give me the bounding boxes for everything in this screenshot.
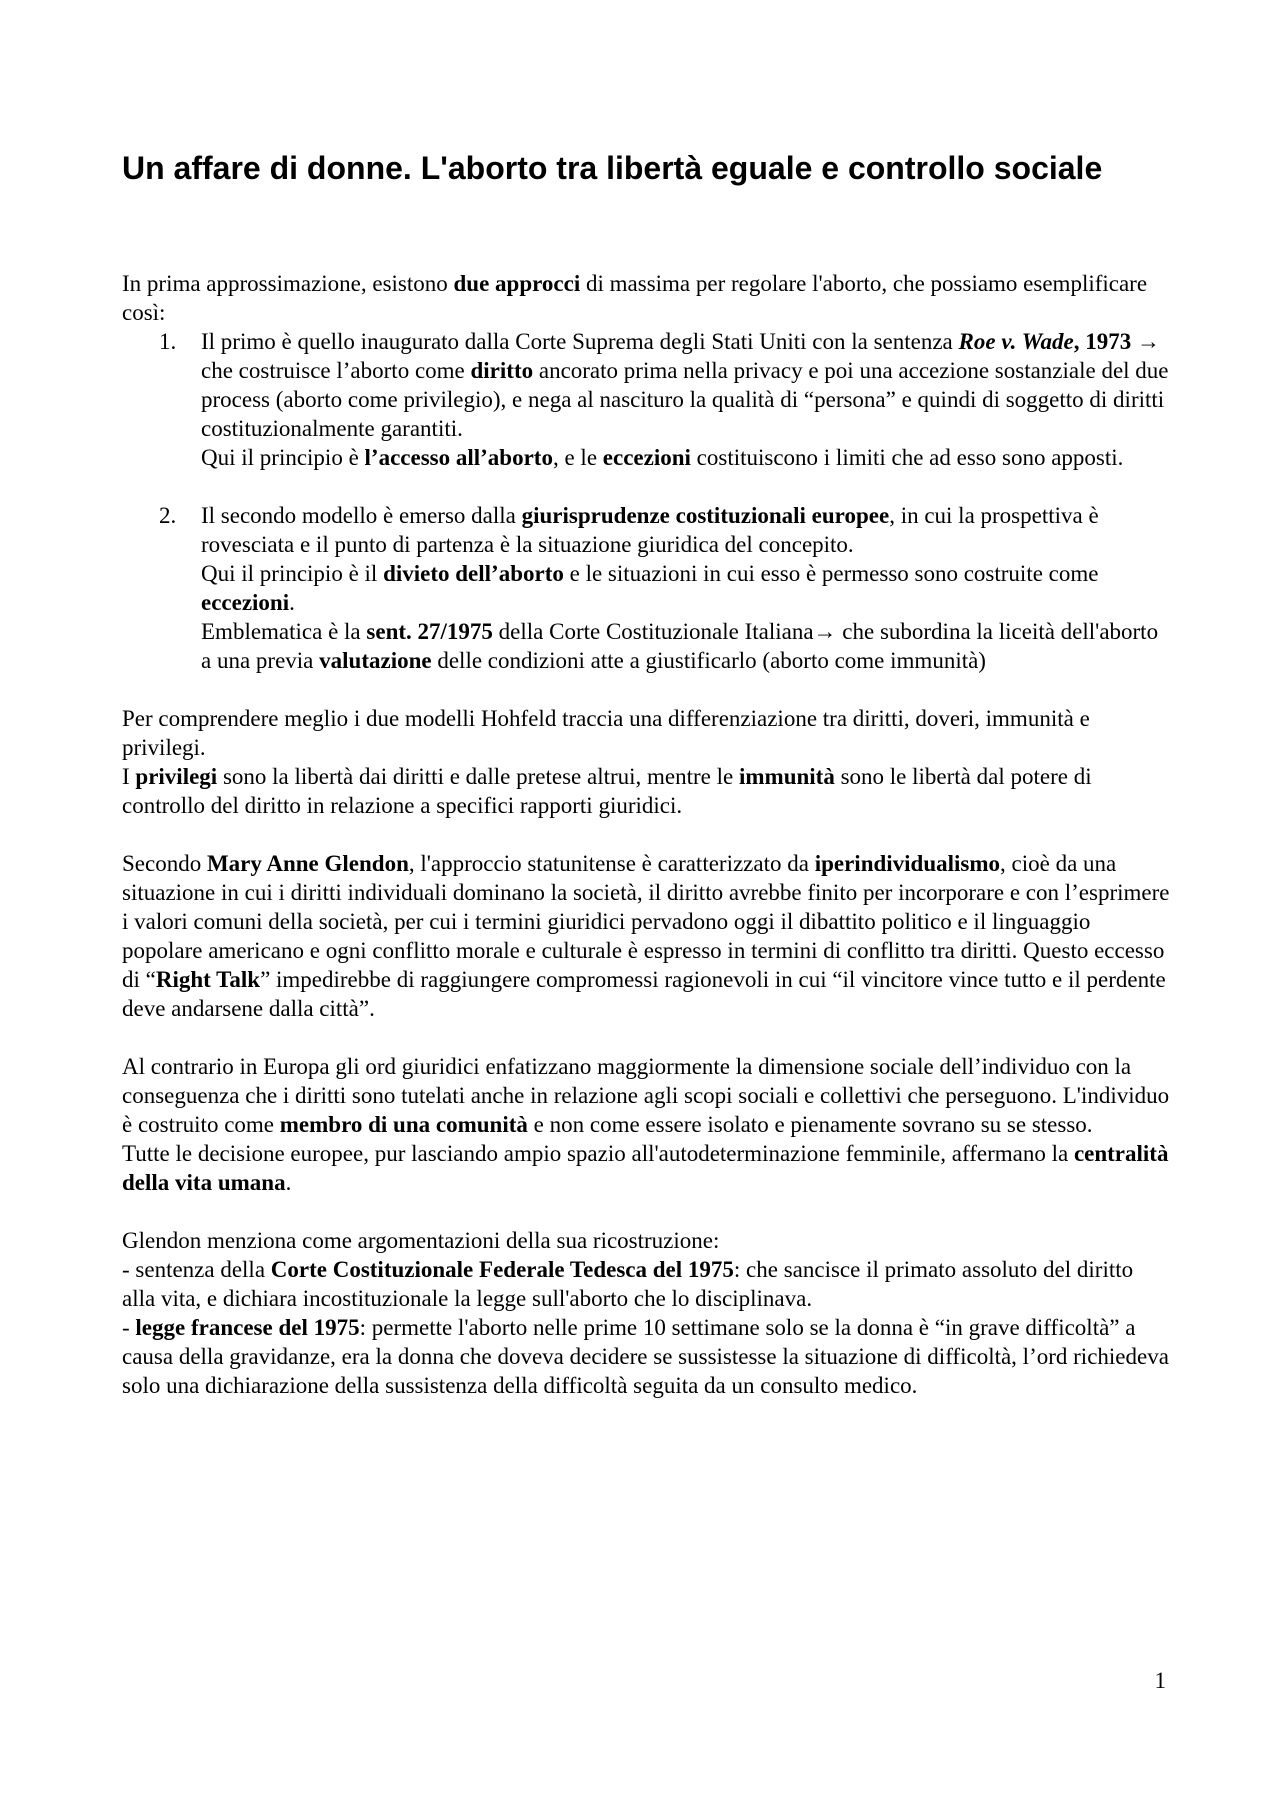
item1-text: ancorato prima nella privacy e poi una accezione sostanziale del due process (aborto come privilegio), e nega al nascituro la qualità di “persona” e quindi di soggetto di diritti costituzionalmente garantiti. [201,358,1169,441]
argomenti-text: : che sancisce il primato assoluto del diritto alla vita, e dichiara incostituzionale la legge sull'aborto che lo disciplinava. [122,1257,1134,1311]
item1-paragraph [201,327,1170,443]
list-number: 2. [159,503,177,528]
item2-bold: eccezioni [201,590,290,615]
item2-text: , in cui la prospettiva è rovesciata e il punto di partenza è la situazione giuridica del concepito. [201,503,1099,557]
item1-text: Qui il principio è [201,445,365,470]
item2-text: Il secondo modello è emerso dalla [201,503,522,528]
item1-text: costituiscono i limiti che ad esso sono apposti. [690,445,1124,470]
list-item-2 [122,501,1170,675]
argomenti-bold: Corte Costituzionale Federale Tedesca del 1975 [270,1257,734,1282]
argomenti-intro [122,1226,1170,1255]
case-year: , 1973 → [1073,329,1160,354]
spacer [122,1197,1170,1226]
item2-paragraph [201,501,1170,559]
spacer [122,1023,1170,1052]
page-title: Un affare di donne. L'aborto tra libertà eguale e controllo sociale [122,150,1103,186]
europa-bold: centralità della vita umana [122,1141,1169,1195]
glendon-bold: iperindividualismo [814,851,1001,876]
item1-principle [201,443,1170,472]
argomenti-french [122,1313,1170,1400]
intro-paragraph [122,269,1170,327]
argomenti-text: - sentenza della [122,1257,271,1282]
hohfeld-paragraph [122,704,1170,762]
item2-bold: divieto dell’aborto [383,561,564,586]
europa-text: Al contrario in Europa gli ord giuridici enfatizzano maggiormente la dimensione sociale dell’individuo con la conseguenza che i diritti sono tutelati anche in relazione agli scopi sociali e collettivi che perseguono. L'individuo è costruito come [122,1054,1170,1137]
europa-text: Tutte le decisione europee, pur lasciando ampio spazio all'autodeterminazione femminile, affermano la [122,1141,1074,1166]
europa-conclusion [122,1139,1170,1197]
europa-text: e non come essere isolato e pienamente sovrano su se stesso. [527,1112,1093,1137]
argomenti-bold: legge francese del 1975 [135,1315,360,1340]
argomenti-text: Glendon menziona come argomentazioni della sua ricostruzione: [122,1228,720,1253]
item1-text: Il primo è quello inaugurato dalla Corte Suprema degli Stati Uniti con la sentenza [201,329,959,354]
item2-text: . [289,590,295,615]
hohfeld-text: I [122,764,136,789]
page-number: 1 [1154,1668,1166,1693]
glendon-text: Secondo [122,851,207,876]
item1-bold: eccezioni [602,445,691,470]
item2-bold: giurisprudenze costituzionali europee [521,503,890,528]
item2-text: e le situazioni in cui esso è permesso sono costruite come [563,561,1099,586]
glendon-text: , cioè da una situazione in cui i diritti individuali dominano la società, il diritto avrebbe finito per incorporare e con l’esprimere i valori comuni della società, per cui i termini giuridici pervadono oggi il dibattito politico e il linguaggio popolare americano e ogni conflitto morale e culturale è espresso in termini di conflitto tra diritti. Questo eccesso di “ [122,851,1170,992]
europa-text: . [285,1170,292,1195]
item1-bold: diritto [470,358,534,383]
glendon-text: ” impedirebbe di raggiungere compromessi ragionevoli in cui “il vincitore vince tutto e il perdente deve andarsene dalla città”. [122,967,1166,1021]
europa-bold: membro di una comunità [279,1112,528,1137]
item2-text: delle condizioni atte a giustificarlo (aborto come immunità) [431,648,986,673]
hohfeld-text: Per comprendere meglio i due modelli Hohfeld traccia una differenziazione tra diritti, doveri, immunità e privilegi. [122,706,1090,760]
europa-paragraph [122,1052,1170,1139]
argomenti-text: : permette l'aborto nelle prime 10 settimane solo se la donna è “in grave difficoltà” a causa della gravidanze, era la donna che doveva decidere se sussistesse la situazione di difficoltà, l’ord richiedeva solo una dichiarazione della sussistenza della difficoltà seguita da un consulto medico. [122,1315,1169,1398]
intro-bold: due approcci [453,271,581,296]
argomenti-german [122,1255,1170,1313]
glendon-text: , l'approccio statunitense è caratterizzato da [408,851,815,876]
item2-bold: valutazione [319,648,432,673]
item2-text: Qui il principio è il [201,561,384,586]
intro-text: In prima approssimazione, esistono [122,271,454,296]
spacer [122,675,1170,704]
item2-bold: sent. 27/1975 [366,619,493,644]
spacer [122,820,1170,849]
item2-text: Emblematica è la [201,619,367,644]
item1-bold: l’accesso all’aborto [364,445,553,470]
glendon-bold: Mary Anne Glendon [206,851,409,876]
list-number: 1. [159,329,177,354]
glendon-bold: Right Talk [155,967,261,992]
hohfeld-text: sono la libertà dai diritti e dalle pretese altrui, mentre le [217,764,739,789]
list-item-1 [122,327,1170,501]
case-name: Roe v. Wade [958,329,1074,354]
hohfeld-bold: immunità [738,764,835,789]
argomenti-text: - [122,1315,136,1340]
item2-text: della Corte Costituzionale Italiana→ che subordina la liceità dell'aborto a una previa [201,619,1159,673]
intro-text: di massima per regolare l'aborto, che possiamo esemplificare così: [122,271,1148,325]
item1-text: che costruisce l’aborto come [201,358,471,383]
hohfeld-text: sono le libertà dal potere di controllo del diritto in relazione a specifici rapporti giuridici. [122,764,1092,818]
document-body [122,269,1170,1400]
item2-example [201,617,1170,675]
item1-text: , e le [552,445,603,470]
hohfeld-definitions [122,762,1170,820]
approaches-list [122,327,1170,675]
hohfeld-bold: privilegi [135,764,218,789]
item2-principle [201,559,1170,617]
glendon-paragraph [122,849,1170,1023]
spacer [201,472,1170,501]
